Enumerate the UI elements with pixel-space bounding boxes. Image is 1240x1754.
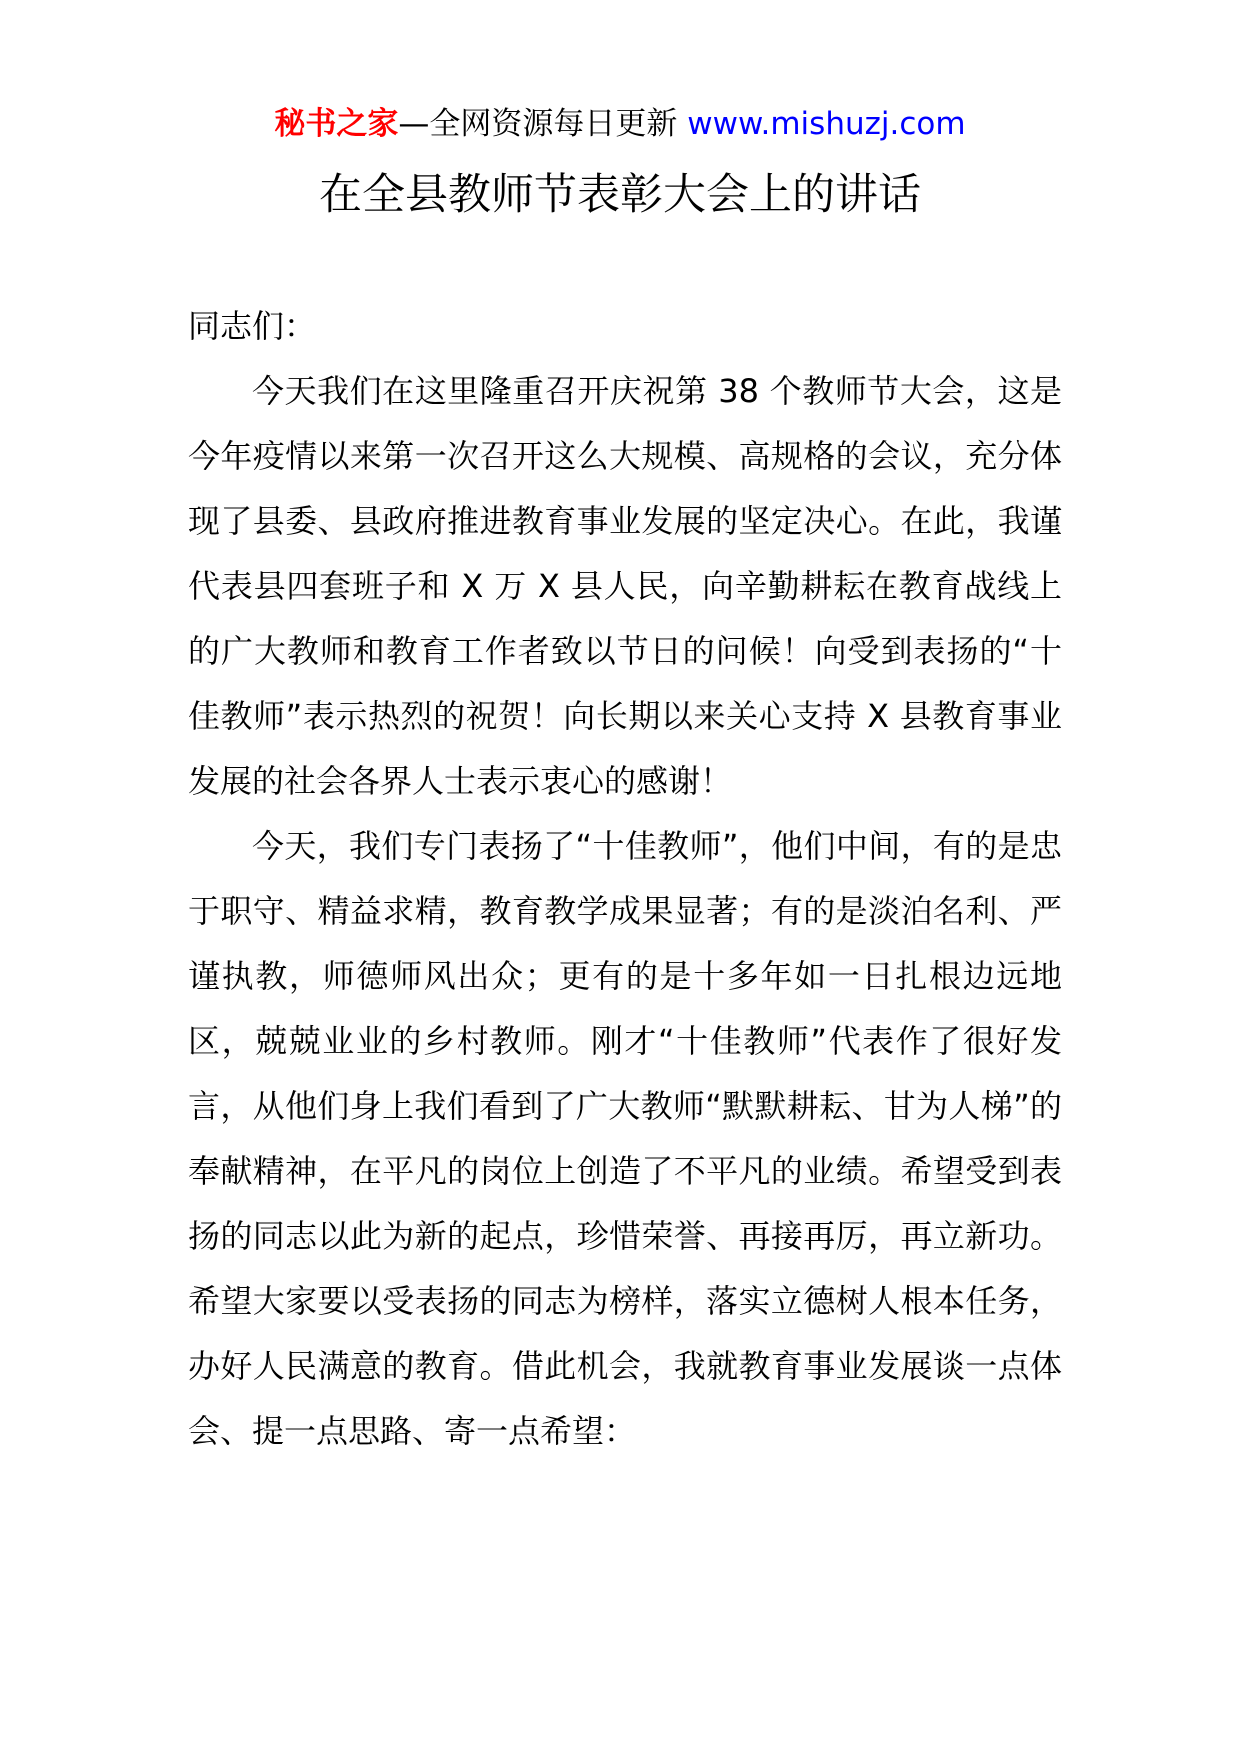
- paragraph-1: 今天我们在这里隆重召开庆祝第 38 个教师节大会，这是今年疫情以来第一次召开这么大规模、高规格的会议，充分体现了县委、县政府推进教育事业发展的坚定决心。在此，我谨代表县四套班子和 X 万 X 县人民，向辛勤耕耘在教育战线上的广大教师和教育工作者致以节日的问候！向受到表扬的“十佳教师”表示热烈的祝贺！向长期以来关心支持 X 县教育事业发展的社会各界人士表示衷心的感谢！: [188, 372, 1062, 800]
- header-tagline: —全网资源每日更新: [398, 106, 678, 142]
- paragraph-2: 今天，我们专门表扬了“十佳教师”，他们中间，有的是忠于职守、精益求精，教育教学成果显著；有的是淡泊名利、严谨执教，师德师风出众；更有的是十多年如一日扎根边远地区，兢兢业业的乡村教师。刚才“十佳教师”代表作了很好发言，从他们身上我们看到了广大教师“默默耕耘、甘为人梯”的奉献精神，在平凡的岗位上创造了不平凡的业绩。希望受到表扬的同志以此为新的起点，珍惜荣誉、再接再厉，再立新功。希望大家要以受表扬的同志为榜样，落实立德树人根本任务，办好人民满意的教育。借此机会，我就教育事业发展谈一点体会、提一点思路、寄一点希望：: [188, 827, 1062, 1450]
- brand-name: 秘书之家: [274, 106, 399, 142]
- document-title: 在全县教师节表彰大会上的讲话: [319, 170, 921, 220]
- salutation: 同志们：: [188, 307, 317, 345]
- document-body: [188, 294, 1062, 1464]
- page-header: [0, 100, 1240, 148]
- website-link[interactable]: www.mishuzj.com: [687, 106, 966, 142]
